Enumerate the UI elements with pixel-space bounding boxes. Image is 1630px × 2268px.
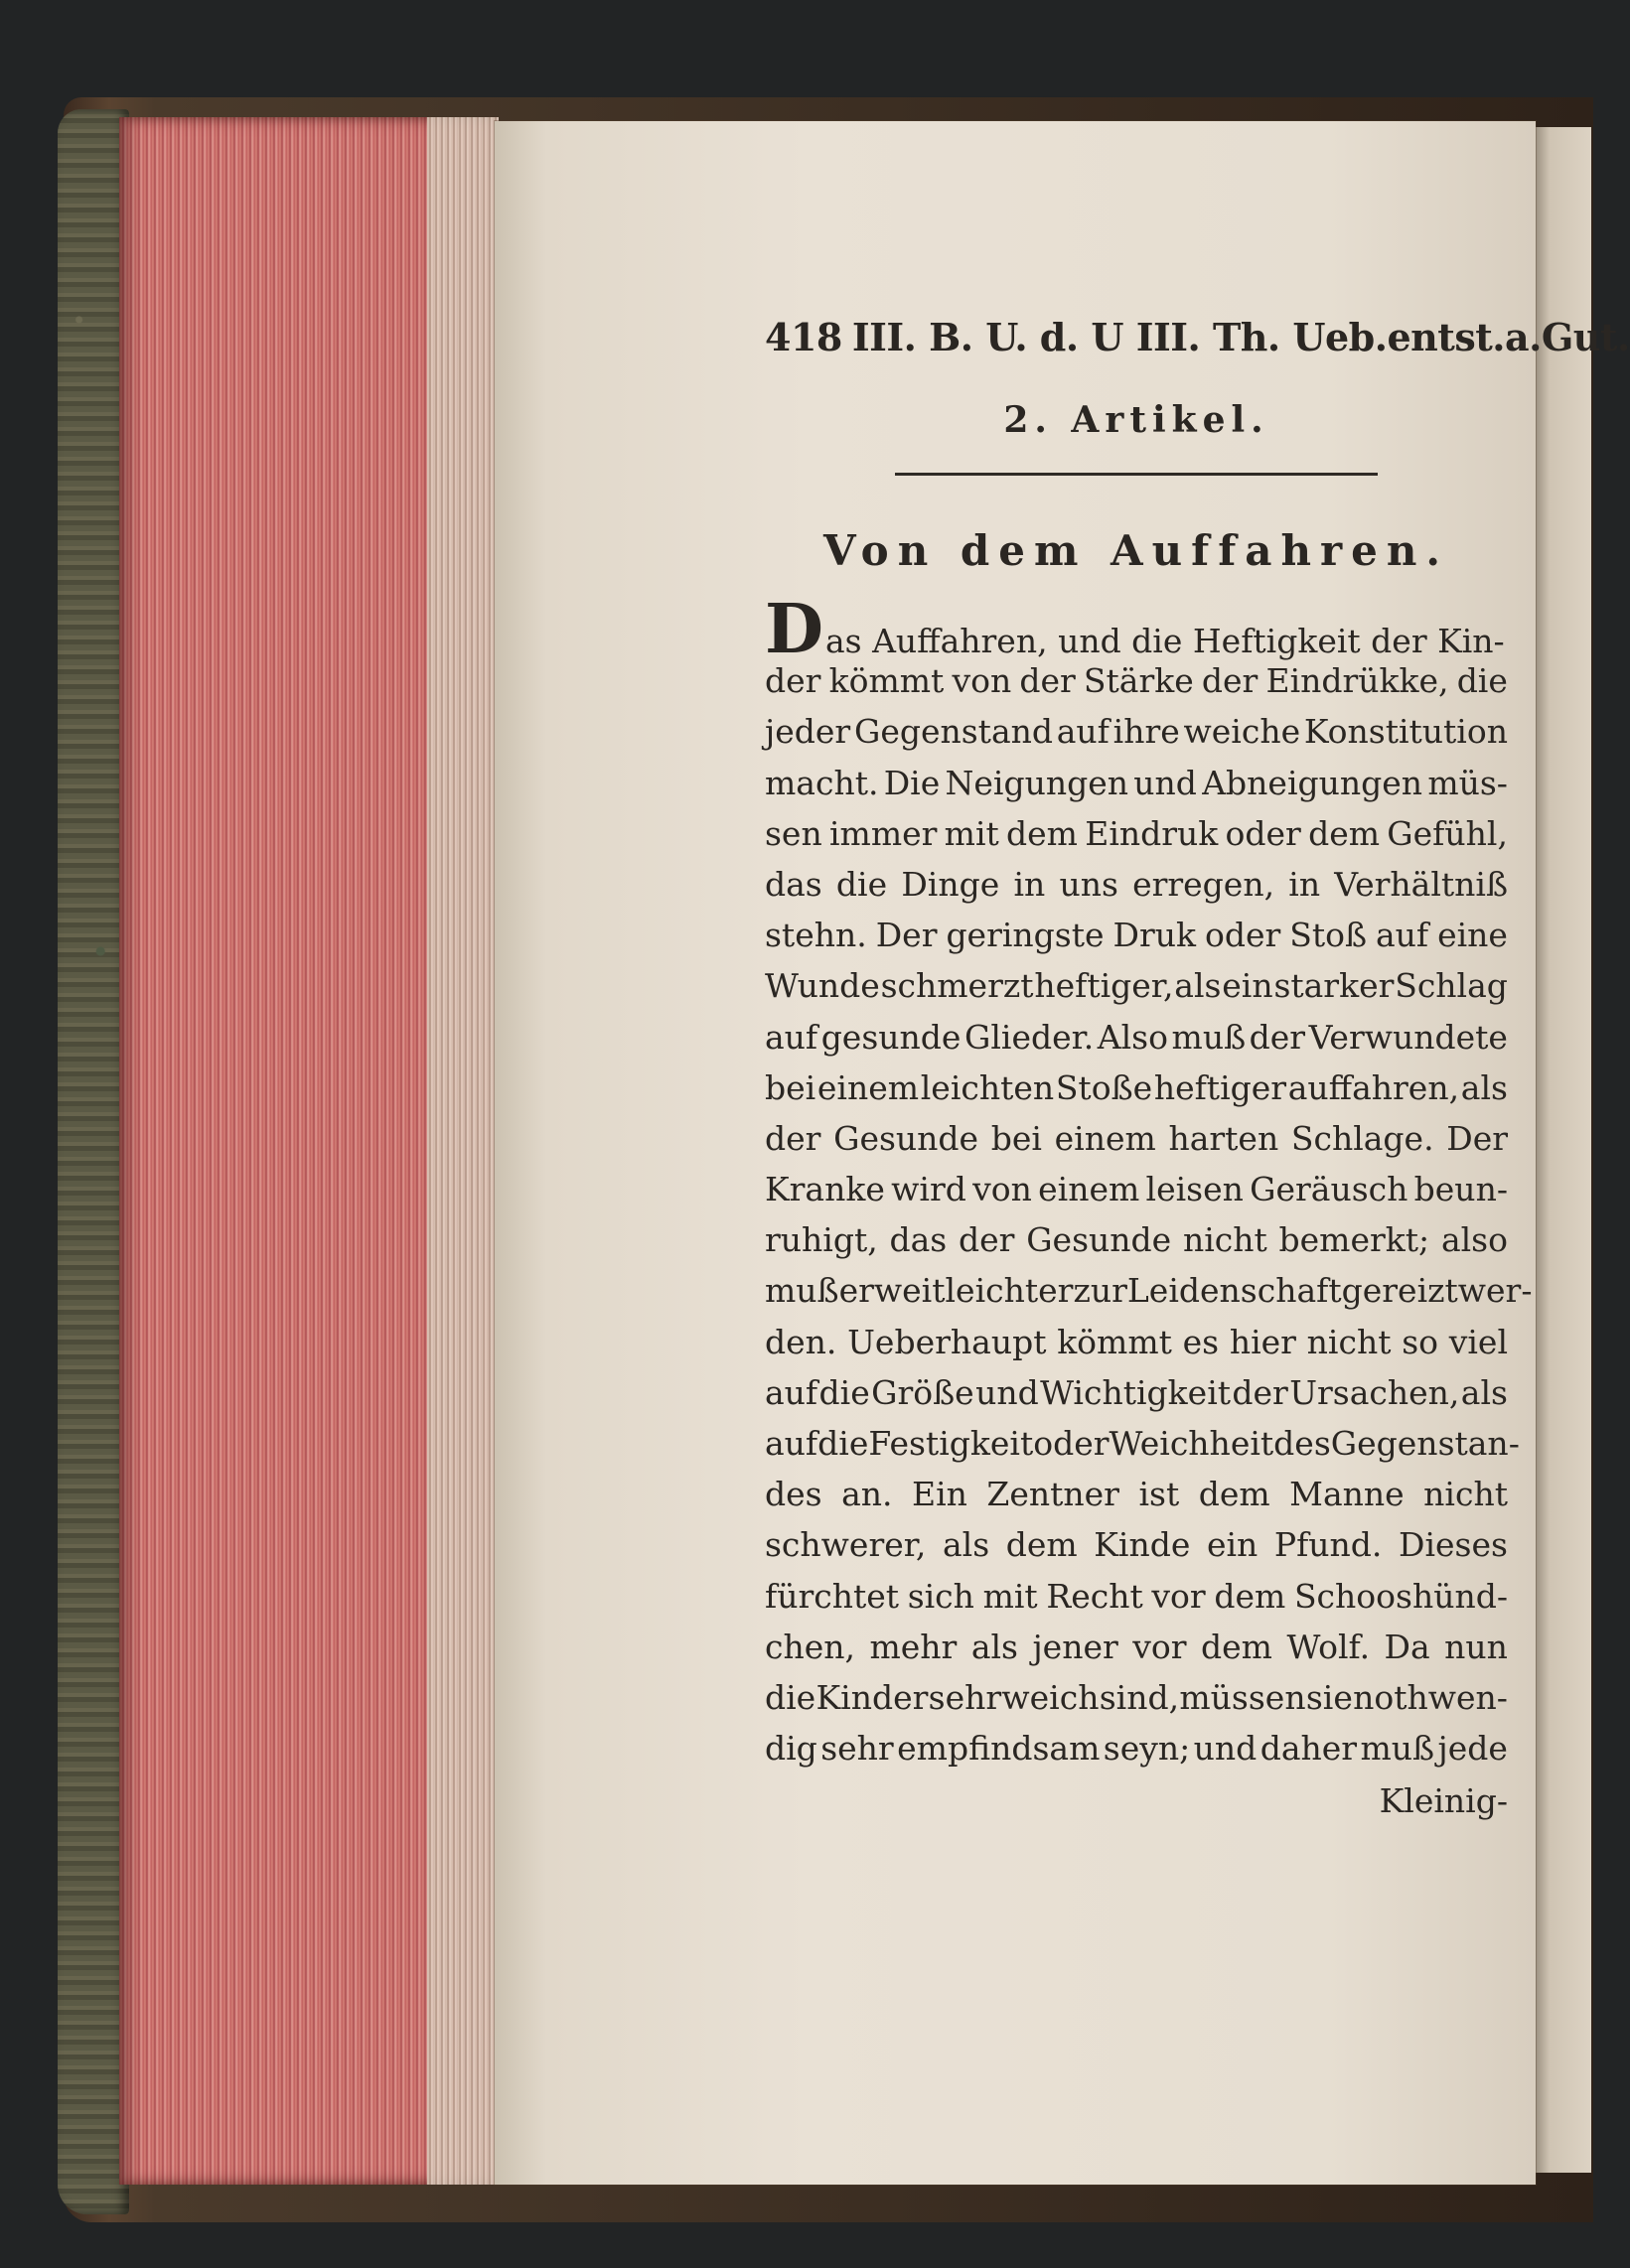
word: Größe [871,1372,974,1412]
word: und [975,1372,1039,1412]
word: ist [1138,1475,1180,1514]
word: nothwen- [1353,1677,1508,1717]
word: auffahren, [1287,1067,1460,1107]
word: bei [765,1067,816,1107]
word: Manne [1289,1475,1405,1514]
word: muß [1171,1017,1247,1057]
word: harten [1168,1118,1279,1158]
word: jeder [765,712,851,752]
word: nicht [1182,1220,1267,1260]
word: beun- [1413,1170,1508,1209]
word: heftiger, [1034,966,1174,1006]
word: Weichheit [1109,1424,1274,1463]
word: gesunde [820,1017,962,1057]
word: Also [1097,1017,1168,1057]
word: in [1288,864,1321,904]
word: der [1232,1372,1288,1412]
word: sie [1305,1677,1353,1717]
word: Eindruk [1085,813,1219,853]
catchword: Kleinig- [1379,1781,1508,1821]
word: der [1019,661,1076,701]
word: nicht [1306,1322,1392,1361]
word: Dieses [1399,1525,1508,1565]
word: die [818,1372,870,1412]
word: wird [891,1170,966,1209]
word: dig [765,1729,817,1769]
word: oder [1225,813,1301,853]
text-line [765,1367,1508,1418]
running-title: III. B. U. d. U III. Th. Ueb.entst.a.Gut. [851,315,1630,359]
word: Gefühl, [1387,813,1508,853]
word: immer [828,813,938,853]
text-line [765,1622,1508,1672]
word: müs- [1427,763,1508,802]
word: der [765,1118,821,1158]
word: als [942,1525,990,1565]
word: Stärke [1083,661,1194,701]
article-label: 2. Artikel. [1003,399,1269,441]
word: als [1460,1372,1508,1412]
word: und [1193,1729,1258,1769]
first-line-rest: as Auffahren, und die Heftigkeit der Kin- [824,622,1505,660]
word: der [1249,1017,1306,1057]
word: Schlag [1395,966,1508,1006]
text-line [765,1723,1508,1773]
word: der [765,661,821,701]
word: weit [873,1271,946,1311]
word: es [1182,1322,1220,1361]
word: Der [875,916,938,955]
text-line [765,1113,1508,1164]
word: müssen [1179,1677,1306,1717]
word: Kinder [815,1677,929,1717]
word: die [835,864,888,904]
word: daher [1260,1729,1358,1769]
section-title: Von dem Auffahren. [822,526,1450,575]
word: Konstitution [1303,712,1508,752]
word: Glieder. [963,1017,1095,1057]
text-line [765,1063,1508,1113]
word: Gesunde [1026,1220,1172,1260]
word: die [1456,661,1508,701]
word: Kranke [765,1170,885,1209]
text-line [765,1317,1508,1367]
text-line [765,1164,1508,1214]
word: Eindrükke, [1265,661,1449,701]
word: Die [883,763,941,802]
word: stehn. [765,916,867,955]
divider-rule [895,473,1378,476]
word: Der [1446,1118,1508,1158]
page-edges-inner [427,117,499,2185]
word: als [970,1627,1018,1666]
word: Ein [912,1475,967,1514]
page-content [765,308,1630,1827]
text-line [765,655,1508,706]
word: einem [1038,1170,1140,1209]
word: dem [1006,813,1078,853]
word: oder [1033,1424,1110,1463]
word: bei [990,1118,1042,1158]
word: mehr [869,1627,958,1666]
word: sehr [820,1729,894,1769]
word: Kinde [1094,1525,1191,1565]
word: Stoß [1289,916,1367,955]
word: schwerer, [765,1525,927,1565]
word: Schlage. [1290,1118,1434,1158]
word: mit [982,1576,1038,1616]
text-line [765,706,1508,757]
word: Dinge [901,864,1000,904]
word: ein [1206,1525,1259,1565]
word: leichter [945,1271,1074,1311]
word: zur [1073,1271,1127,1311]
word: fürchtet [765,1576,900,1616]
word: hier [1229,1322,1296,1361]
catchword-line [765,1775,1508,1826]
word: Zentner [986,1475,1119,1514]
text-line [765,1672,1508,1723]
word: Leidenschaft [1126,1271,1342,1311]
word: des [765,1475,822,1514]
word: seyn; [1103,1729,1191,1769]
text-line [765,1265,1533,1316]
text-line [765,758,1508,808]
word: kömmt [1057,1322,1172,1361]
word: uns [1059,864,1118,904]
word: dem [1308,813,1381,853]
word: Ursachen, [1289,1372,1460,1412]
text-line [765,1418,1520,1469]
word: chen, [765,1627,856,1666]
word: Neigungen [945,763,1129,802]
word: Wichtigkeit [1040,1372,1232,1412]
word: so [1402,1322,1438,1361]
word: dem [1198,1475,1270,1514]
word: die [765,1677,816,1717]
word: viel [1448,1322,1508,1361]
word: das [889,1220,948,1260]
body-text [765,590,1533,1773]
text-line [765,1571,1508,1622]
word: dem [1214,1576,1286,1616]
word: eine [1437,916,1508,955]
word: an. [841,1475,893,1514]
word: Abneigungen [1202,763,1423,802]
word: nun [1444,1627,1508,1666]
text-line [765,1469,1508,1519]
word: Verhältniß [1334,864,1508,904]
word: kömmt [828,661,945,701]
text-line [765,859,1508,910]
text-line-first [765,590,1508,669]
word: also [1440,1220,1508,1260]
word: ein [1222,966,1273,1006]
word: Da [1384,1627,1430,1666]
word: weiche [1183,712,1301,752]
drop-cap: D [765,590,823,669]
word: muß [1360,1729,1435,1769]
word: Verwundete [1308,1017,1508,1057]
word: vor [1132,1627,1187,1666]
word: vor [1151,1576,1206,1616]
word: macht. [765,763,879,802]
word: auf [765,1372,818,1412]
word: des [1273,1424,1331,1463]
text-line [765,960,1508,1011]
word: empfindsam [897,1729,1101,1769]
word: der [1201,661,1259,701]
word: geringste [946,916,1105,955]
word: auf [765,1424,818,1463]
word: das [765,864,822,904]
next-page-peek [1532,127,1591,2173]
word: in [1013,864,1046,904]
word: mit [944,813,999,853]
word: ruhigt, [765,1220,878,1260]
word: Druk [1112,916,1196,955]
word: und [1133,763,1197,802]
word: von [952,661,1012,701]
word: leisen [1145,1170,1244,1209]
word: auf [1375,916,1429,955]
text-line [765,808,1508,859]
word: Stoße [1055,1067,1153,1107]
word: Festigkeit [868,1424,1034,1463]
word: sen [765,813,822,853]
word: heftiger [1153,1067,1287,1107]
word: Geräusch [1250,1170,1408,1209]
text-line [765,1012,1508,1063]
text-line [765,1214,1508,1265]
word: Wunde [765,966,880,1006]
word: gereizt [1341,1271,1458,1311]
word: jede [1437,1729,1508,1769]
word: sich [907,1576,974,1616]
word: muß [765,1271,839,1311]
word: die [817,1424,869,1463]
word: weich [1001,1677,1100,1717]
word: oder [1204,916,1281,955]
word: leichten [920,1067,1055,1107]
text-line [765,910,1508,960]
word: Recht [1046,1576,1143,1616]
word: als [1174,966,1222,1006]
page-number: 418 [765,315,842,359]
word: von [972,1170,1032,1209]
word: erregen, [1132,864,1275,904]
word: nicht [1423,1475,1508,1514]
word: dem [1201,1627,1272,1666]
word: Gegenstand [853,712,1053,752]
word: den. [765,1322,837,1361]
word: wer- [1457,1271,1533,1311]
word: Pfund. [1273,1525,1383,1565]
word: ihre [1112,712,1180,752]
text-line [765,1519,1508,1570]
word: jener [1032,1627,1118,1666]
word: schmerzt [880,966,1034,1006]
word: einem [1054,1118,1156,1158]
word: einem [816,1067,920,1107]
word: starker [1273,966,1395,1006]
word: Wolf. [1286,1627,1371,1666]
first-line-text [765,590,1505,669]
word: dem [1005,1525,1078,1565]
word: er [838,1271,874,1311]
word: Schooshünd- [1293,1576,1508,1616]
word: der [958,1220,1015,1260]
word: Gesunde [833,1118,979,1158]
word: als [1460,1067,1508,1107]
word: sehr [928,1677,1002,1717]
word: bemerkt; [1278,1220,1430,1260]
word: Ueberhaupt [847,1322,1047,1361]
word: auf [765,1017,818,1057]
running-head [765,308,1630,367]
word: Gegenstan- [1330,1424,1520,1463]
word: auf [1056,712,1110,752]
word: sind, [1099,1677,1180,1717]
